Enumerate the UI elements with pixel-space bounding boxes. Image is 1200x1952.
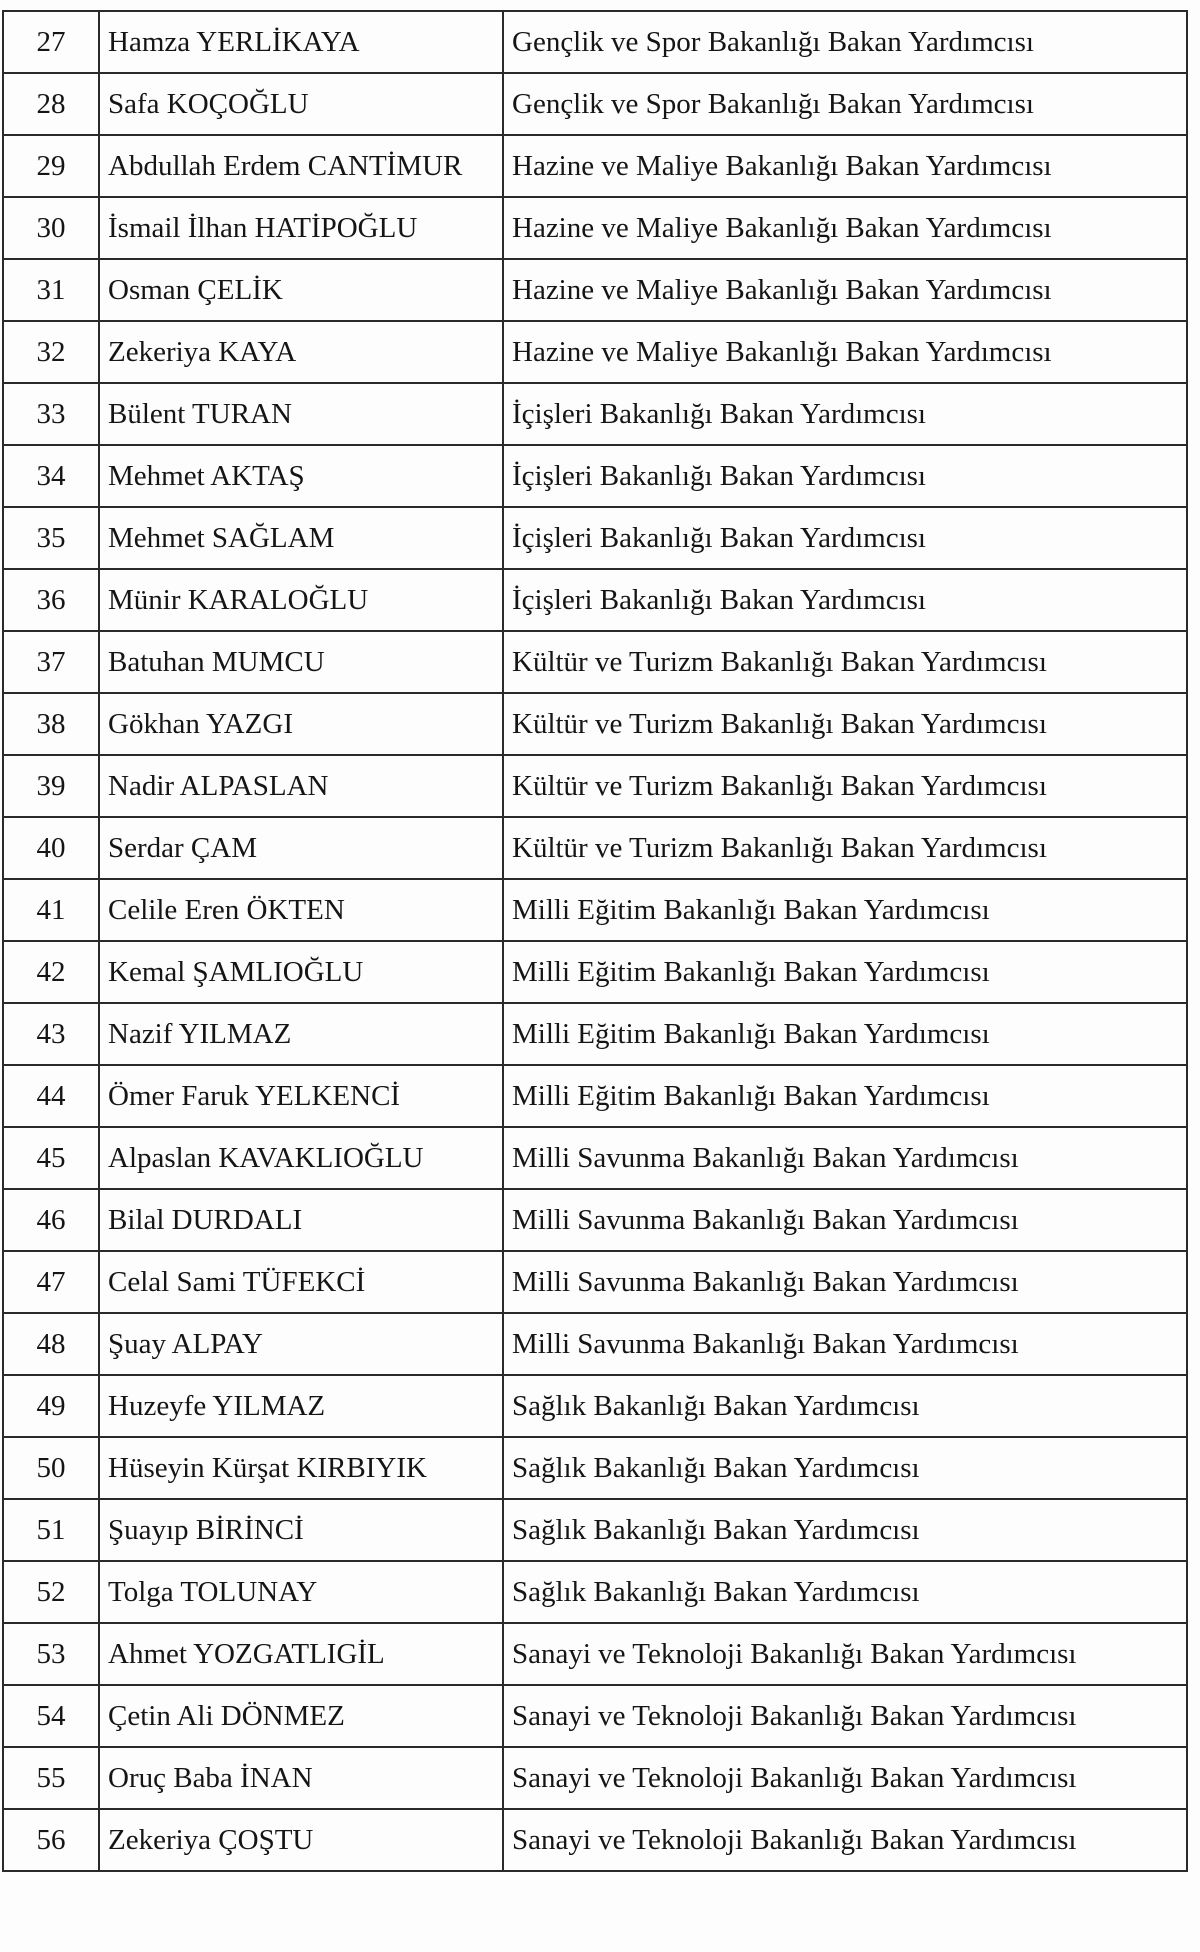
row-number: 55 [3, 1747, 99, 1809]
position-title: Sanayi ve Teknoloji Bakanlığı Bakan Yardımcısı [503, 1685, 1187, 1747]
table-row [3, 1623, 1187, 1685]
person-name: Alpaslan KAVAKLIOĞLU [99, 1127, 503, 1189]
table-row [3, 1561, 1187, 1623]
row-number: 33 [3, 383, 99, 445]
table-row [3, 755, 1187, 817]
table-row [3, 817, 1187, 879]
row-number: 47 [3, 1251, 99, 1313]
table-row [3, 135, 1187, 197]
table-row [3, 941, 1187, 1003]
person-name: Çetin Ali DÖNMEZ [99, 1685, 503, 1747]
person-name: Gökhan YAZGI [99, 693, 503, 755]
person-name: Safa KOÇOĞLU [99, 73, 503, 135]
position-title: İçişleri Bakanlığı Bakan Yardımcısı [503, 383, 1187, 445]
row-number: 41 [3, 879, 99, 941]
table-row [3, 1437, 1187, 1499]
person-name: Tolga TOLUNAY [99, 1561, 503, 1623]
person-name: Nadir ALPASLAN [99, 755, 503, 817]
position-title: Hazine ve Maliye Bakanlığı Bakan Yardımcısı [503, 197, 1187, 259]
person-name: Hamza YERLİKAYA [99, 11, 503, 73]
position-title: Kültür ve Turizm Bakanlığı Bakan Yardımcısı [503, 755, 1187, 817]
position-title: İçişleri Bakanlığı Bakan Yardımcısı [503, 569, 1187, 631]
person-name: Bülent TURAN [99, 383, 503, 445]
row-number: 43 [3, 1003, 99, 1065]
position-title: Gençlik ve Spor Bakanlığı Bakan Yardımcısı [503, 73, 1187, 135]
row-number: 32 [3, 321, 99, 383]
person-name: İsmail İlhan HATİPOĞLU [99, 197, 503, 259]
row-number: 51 [3, 1499, 99, 1561]
table-row [3, 11, 1187, 73]
row-number: 39 [3, 755, 99, 817]
position-title: Milli Savunma Bakanlığı Bakan Yardımcısı [503, 1189, 1187, 1251]
position-title: Hazine ve Maliye Bakanlığı Bakan Yardımcısı [503, 321, 1187, 383]
table-body [3, 11, 1187, 1871]
table-row [3, 1809, 1187, 1871]
table-row [3, 1127, 1187, 1189]
table-row [3, 1189, 1187, 1251]
position-title: Milli Eğitim Bakanlığı Bakan Yardımcısı [503, 1065, 1187, 1127]
table-row [3, 73, 1187, 135]
table-row [3, 321, 1187, 383]
table-row [3, 445, 1187, 507]
position-title: Gençlik ve Spor Bakanlığı Bakan Yardımcısı [503, 11, 1187, 73]
table-row [3, 1747, 1187, 1809]
position-title: Kültür ve Turizm Bakanlığı Bakan Yardımcısı [503, 693, 1187, 755]
row-number: 37 [3, 631, 99, 693]
person-name: Şuay ALPAY [99, 1313, 503, 1375]
position-title: Hazine ve Maliye Bakanlığı Bakan Yardımcısı [503, 135, 1187, 197]
row-number: 53 [3, 1623, 99, 1685]
person-name: Celal Sami TÜFEKCİ [99, 1251, 503, 1313]
row-number: 30 [3, 197, 99, 259]
row-number: 29 [3, 135, 99, 197]
table-row [3, 569, 1187, 631]
position-title: Sağlık Bakanlığı Bakan Yardımcısı [503, 1499, 1187, 1561]
table-row [3, 383, 1187, 445]
person-name: Münir KARALOĞLU [99, 569, 503, 631]
person-name: Batuhan MUMCU [99, 631, 503, 693]
position-title: Milli Savunma Bakanlığı Bakan Yardımcısı [503, 1313, 1187, 1375]
position-title: Kültür ve Turizm Bakanlığı Bakan Yardımcısı [503, 631, 1187, 693]
position-title: İçişleri Bakanlığı Bakan Yardımcısı [503, 507, 1187, 569]
table-row [3, 693, 1187, 755]
position-title: Kültür ve Turizm Bakanlığı Bakan Yardımcısı [503, 817, 1187, 879]
table-row [3, 1375, 1187, 1437]
position-title: Sağlık Bakanlığı Bakan Yardımcısı [503, 1437, 1187, 1499]
table-row [3, 1251, 1187, 1313]
position-title: Milli Eğitim Bakanlığı Bakan Yardımcısı [503, 1003, 1187, 1065]
person-name: Ömer Faruk YELKENCİ [99, 1065, 503, 1127]
table-row [3, 259, 1187, 321]
position-title: Sanayi ve Teknoloji Bakanlığı Bakan Yardımcısı [503, 1623, 1187, 1685]
row-number: 45 [3, 1127, 99, 1189]
person-name: Kemal ŞAMLIOĞLU [99, 941, 503, 1003]
person-name: Serdar ÇAM [99, 817, 503, 879]
position-title: Milli Eğitim Bakanlığı Bakan Yardımcısı [503, 879, 1187, 941]
table-row [3, 1003, 1187, 1065]
row-number: 48 [3, 1313, 99, 1375]
row-number: 54 [3, 1685, 99, 1747]
table-row [3, 507, 1187, 569]
person-name: Mehmet SAĞLAM [99, 507, 503, 569]
person-name: Abdullah Erdem CANTİMUR [99, 135, 503, 197]
row-number: 40 [3, 817, 99, 879]
person-name: Huzeyfe YILMAZ [99, 1375, 503, 1437]
table-row [3, 1065, 1187, 1127]
position-title: İçişleri Bakanlığı Bakan Yardımcısı [503, 445, 1187, 507]
person-name: Mehmet AKTAŞ [99, 445, 503, 507]
position-title: Sağlık Bakanlığı Bakan Yardımcısı [503, 1375, 1187, 1437]
position-title: Sanayi ve Teknoloji Bakanlığı Bakan Yardımcısı [503, 1809, 1187, 1871]
row-number: 28 [3, 73, 99, 135]
table-row [3, 197, 1187, 259]
position-title: Hazine ve Maliye Bakanlığı Bakan Yardımcısı [503, 259, 1187, 321]
table-row [3, 1685, 1187, 1747]
position-title: Sanayi ve Teknoloji Bakanlığı Bakan Yardımcısı [503, 1747, 1187, 1809]
table-row [3, 631, 1187, 693]
deputy-minister-table [2, 10, 1188, 1872]
person-name: Nazif YILMAZ [99, 1003, 503, 1065]
row-number: 36 [3, 569, 99, 631]
row-number: 31 [3, 259, 99, 321]
person-name: Zekeriya KAYA [99, 321, 503, 383]
person-name: Osman ÇELİK [99, 259, 503, 321]
person-name: Bilal DURDALI [99, 1189, 503, 1251]
row-number: 52 [3, 1561, 99, 1623]
row-number: 35 [3, 507, 99, 569]
row-number: 27 [3, 11, 99, 73]
row-number: 44 [3, 1065, 99, 1127]
row-number: 38 [3, 693, 99, 755]
person-name: Hüseyin Kürşat KIRBIYIK [99, 1437, 503, 1499]
person-name: Ahmet YOZGATLIGİL [99, 1623, 503, 1685]
person-name: Zekeriya ÇOŞTU [99, 1809, 503, 1871]
table-row [3, 1313, 1187, 1375]
row-number: 50 [3, 1437, 99, 1499]
position-title: Milli Eğitim Bakanlığı Bakan Yardımcısı [503, 941, 1187, 1003]
position-title: Milli Savunma Bakanlığı Bakan Yardımcısı [503, 1127, 1187, 1189]
row-number: 49 [3, 1375, 99, 1437]
row-number: 34 [3, 445, 99, 507]
person-name: Celile Eren ÖKTEN [99, 879, 503, 941]
row-number: 46 [3, 1189, 99, 1251]
table-row [3, 1499, 1187, 1561]
row-number: 56 [3, 1809, 99, 1871]
person-name: Şuayıp BİRİNCİ [99, 1499, 503, 1561]
person-name: Oruç Baba İNAN [99, 1747, 503, 1809]
table-row [3, 879, 1187, 941]
row-number: 42 [3, 941, 99, 1003]
position-title: Milli Savunma Bakanlığı Bakan Yardımcısı [503, 1251, 1187, 1313]
position-title: Sağlık Bakanlığı Bakan Yardımcısı [503, 1561, 1187, 1623]
